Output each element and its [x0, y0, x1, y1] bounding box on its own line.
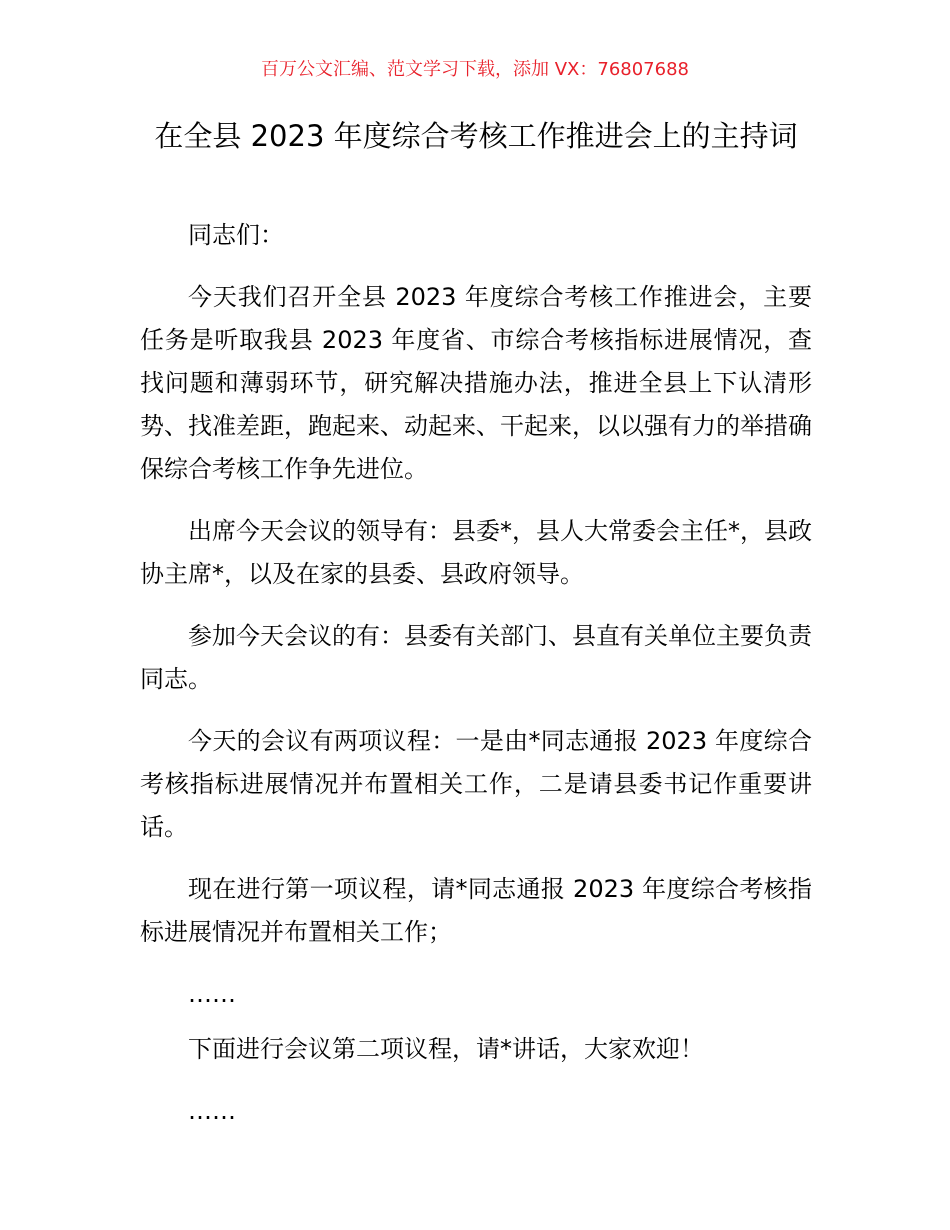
document-title: 在全县 2023 年度综合考核工作推进会上的主持词: [154, 119, 798, 153]
paragraph-participants: 参加今天会议的有：县委有关部门、县直有关单位主要负责同志。: [140, 622, 812, 693]
paragraph-meeting-purpose: 今天我们召开全县 2023 年度综合考核工作推进会，主要任务是听取我县 2023 年度省、市综合考核指标进展情况，查找问题和薄弱环节，研究解决措施办法，推进全县上下认清形势、找准差距，跑起来、动起来、干起来，以以强有力的举措确保综合考核工作争先进位。: [140, 283, 812, 483]
paragraph-agenda: 今天的会议有两项议程：一是由*同志通报 2023 年度综合考核指标进展情况并布置相关工作，二是请县委书记作重要讲话。: [140, 727, 812, 841]
ellipsis-2: ……: [188, 1097, 236, 1125]
paragraph-second-item: 下面进行会议第二项议程，请*讲话，大家欢迎！: [188, 1035, 704, 1063]
paragraph-first-item: 现在进行第一项议程，请*同志通报 2023 年度综合考核指标进展情况并布置相关工作；: [140, 875, 812, 946]
document-body: [140, 214, 812, 1145]
ellipsis-1: ……: [188, 980, 236, 1008]
paragraph-attending-leaders: 出席今天会议的领导有：县委*，县人大常委会主任*，县政协主席*，以及在家的县委、县政府领导。: [140, 517, 812, 588]
salutation: 同志们：: [188, 221, 284, 249]
watermark-banner: 百万公文汇编、范文学习下载，添加 VX：76807688: [261, 59, 689, 80]
